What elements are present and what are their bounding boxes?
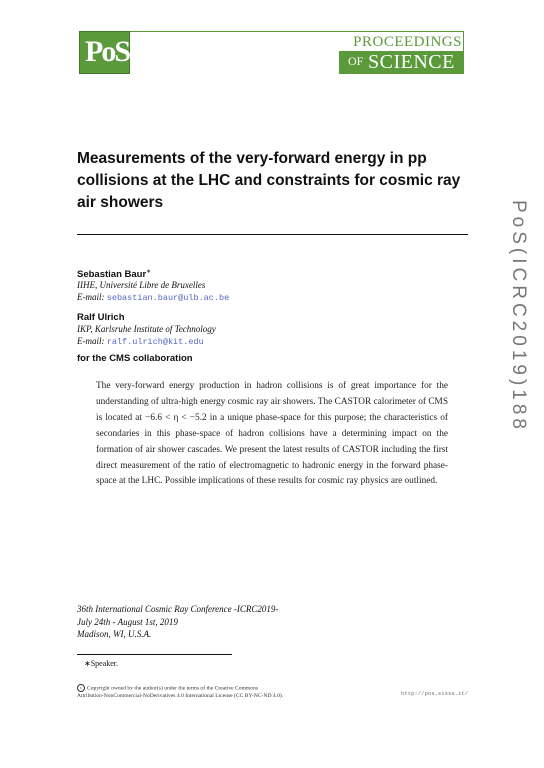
footnote: ∗Speaker. (84, 659, 119, 668)
speaker-mark: ∗ (146, 269, 152, 275)
author-email-link[interactable]: ralf.ulrich@kit.edu (106, 337, 204, 347)
side-identifier-text: PoS(ICRC2019)188 (508, 200, 529, 433)
author-email-line: E-mail: ralf.ulrich@kit.edu (77, 336, 204, 347)
conference-dates: July 24th - August 1st, 2019 (77, 616, 178, 627)
pos-url[interactable]: http://pos.sissa.it/ (401, 690, 469, 697)
copyright-icon: c (77, 684, 85, 692)
author-affiliation: IKP, Karlsruhe Institute of Technology (77, 324, 216, 334)
author-name: Sebastian Baur∗ (77, 269, 152, 281)
conference-info (77, 603, 278, 641)
pos-logo-mark: PoS (79, 31, 130, 74)
paper-title: Measurements of the very-forward energy in pp collisions at the LHC and constraints for cosmic ray air showers (77, 150, 461, 211)
conference-name: 36th International Cosmic Ray Conference -ICRC2019- (77, 604, 279, 614)
author-email-link[interactable]: sebastian.baur@ulb.ac.be (106, 293, 230, 303)
author-email-line: E-mail: sebastian.baur@ulb.ac.be (77, 292, 230, 303)
title-rule (77, 234, 468, 235)
logo-of: OF (348, 54, 364, 68)
collaboration: for the CMS collaboration (77, 353, 193, 364)
conference-location: Madison, WI, U.S.A. (77, 629, 152, 639)
author-affiliation: IIHE, Université Libre de Bruxelles (77, 280, 206, 290)
license-notice: c Copyright owned by the author(s) under the terms of the Creative Commons Attribution-NonCommercial-NoDerivatives 4.0 International License (CC BY-NC-ND 4.0). (77, 685, 284, 699)
side-identifier (503, 200, 531, 470)
abstract: The very-forward energy production in hadron collisions is of great importance for the understanding of ultra-high energy cosmic ray air showers. The CASTOR calorimeter of CMS is located at −6.6 < η < −5.2 in a unique phase-space for this purpose; the characteristics of secondaries in this phase-space of hadron collisions have a determining impact on the formation of air shower cascades. We present the latest results of CASTOR including the first direct measurement of the ratio of electromagnetic to hadronic energy in the forward phase-space at the LHC. Possible implications of these results for cosmic ray physics are outlined. (96, 381, 448, 487)
logo-science: SCIENCE (368, 51, 455, 73)
author-name: Ralf Ulrich (77, 312, 125, 323)
footnote-rule (77, 654, 232, 655)
logo-proceedings: PROCEEDINGS (353, 34, 462, 50)
